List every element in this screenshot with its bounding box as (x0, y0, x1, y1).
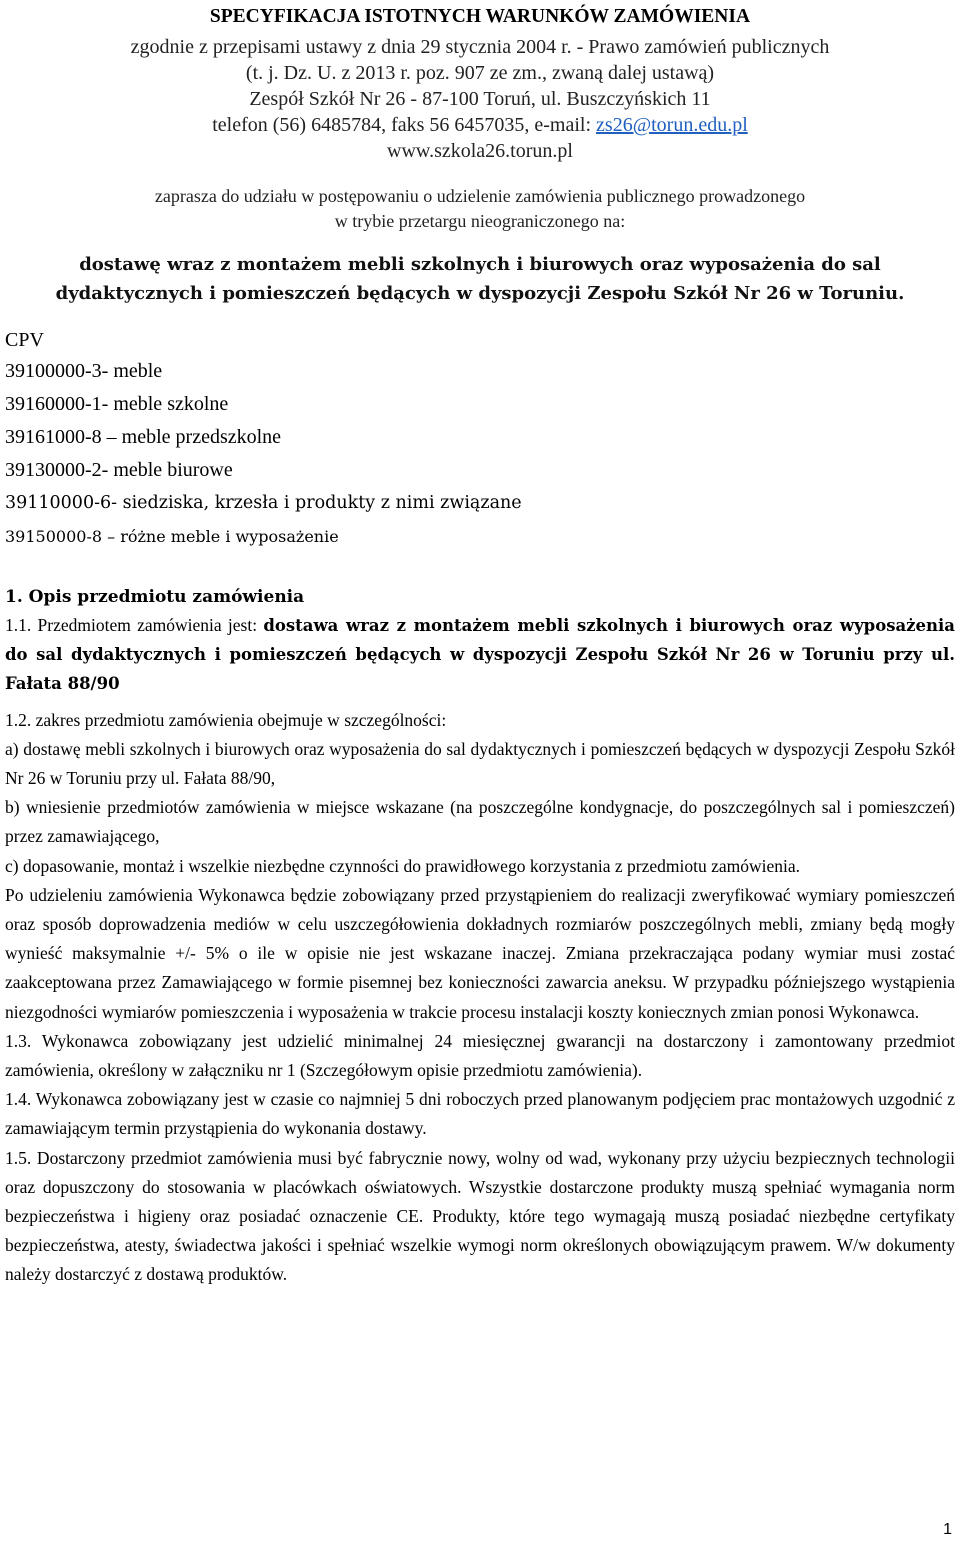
contact-prefix: telefon (56) 6485784, faks 56 6457035, e-mail: (212, 114, 597, 136)
cpv-item: 39160000-1- meble szkolne (5, 393, 229, 415)
invitation-line-1: zaprasza do udziału w postępowaniu o udzielenie zamówienia publicznego prowadzonego (154, 186, 806, 206)
subject-line-1: dostawę wraz z montażem mebli szkolnych i biurowych oraz wyposażenia do sal (79, 254, 881, 275)
website-line: www.szkola26.torun.pl (387, 140, 573, 162)
school-address-line: Zespół Szkół Nr 26 - 87-100 Toruń, ul. Buszczyńskich 11 (249, 88, 711, 110)
invitation-line-2: w trybie przetargu nieograniczonego na: (334, 211, 626, 231)
section-body (5, 611, 955, 1290)
legal-basis-line: zgodnie z przepisami ustawy z dnia 29 stycznia 2004 r. - Prawo zamówień publicznych (130, 36, 830, 58)
cpv-item: 39150000-8 – różne meble i wyposażenie (5, 527, 339, 546)
cpv-list (5, 325, 955, 553)
invitation-text (5, 184, 955, 234)
cpv-item: 39110000-6- siedziska, krzesła i produkty z nimi związane (5, 493, 522, 513)
page-number: 1 (943, 1521, 952, 1538)
paragraph-1-1-prefix: 1.1. Przedmiotem zamówienia jest: (5, 615, 264, 635)
paragraph-contractor-verification: Po udzieleniu zamówienia Wykonawca będzie zobowiązany przed przystąpieniem do realizacji zweryfikować wymiary pomieszczeń oraz sposób doprowadzenia mediów w celu uszczegółowienia dokładnych rozmiarów poszczególnych mebli, zmiany będą mogły wynieść maksymalnie +/- 5% o ile w opisie nie jest wskazane inaczej. Zmiana przekraczająca podany wymiar musi zostać zaakceptowana przez Zamawiającego w formie pisemnej bez konieczności zawarcia aneksu. W przypadku późniejszego wystąpienia niezgodności wymiarów pomieszczenia i wyposażenia w trakcie procesu instalacji koszty koniecznych zmian ponosi Wykonawca. (5, 884, 955, 1022)
paragraph-1-3: 1.3. Wykonawca zobowiązany jest udzielić minimalnej 24 miesięcznej gwarancji na dostarczony i zamontowany przedmiot zamówienia, określony w załączniku nr 1 (Szczegółowym opisie przedmiotu zamówienia). (5, 1030, 955, 1081)
email-link[interactable]: zs26@torun.edu.pl (596, 114, 748, 136)
paragraph-1-1-bold: dostawa wraz z montażem mebli szkolnych i biurowych oraz wyposażenia do sal dydaktycznych i pomieszczeń będących w dyspozycji Zespołu Szkół Nr 26 w Toruniu przy ul. Fałata 88/90 (5, 616, 955, 694)
cpv-label: CPV (5, 329, 44, 351)
paragraph-1-2-a: a) dostawę mebli szkolnych i biurowych oraz wyposażenia do sal dydaktycznych i pomieszczeń będących w dyspozycji Zespołu Szkół Nr 26 w Toruniu przy ul. Fałata 88/90, (5, 738, 955, 789)
contact-line (5, 112, 955, 138)
paragraph-1-2: 1.2. zakres przedmiotu zamówienia obejmuje w szczególności: (5, 709, 447, 730)
document-title: SPECYFIKACJA ISTOTNYCH WARUNKÓW ZAMÓWIENIA (209, 6, 751, 27)
legal-reference-line: (t. j. Dz. U. z 2013 r. poz. 907 ze zm., zwaną dalej ustawą) (245, 62, 715, 84)
cpv-item: 39130000-2- meble biurowe (5, 459, 233, 481)
cpv-item: 39100000-3- meble (5, 360, 163, 382)
procurement-subject (5, 250, 955, 308)
paragraph-1-1 (5, 611, 955, 699)
header-block (5, 34, 955, 164)
paragraph-1-2-c: c) dopasowanie, montaż i wszelkie niezbędne czynności do prawidłowego korzystania z przedmiotu zamówienia. (5, 855, 800, 876)
paragraph-1-4: 1.4. Wykonawca zobowiązany jest w czasie co najmniej 5 dni roboczych przed planowanym podjęciem prac montażowych uzgodnić z zamawiającym termin przystąpienia do wykonania dostawy. (5, 1089, 955, 1139)
paragraph-1-2-b: b) wniesienie przedmiotów zamówienia w miejsce wskazane (na poszczególne kondygnacje, do poszczególnych sal i pomieszczeń) przez zamawiającego, (5, 797, 955, 847)
subject-line-2: dydaktycznych i pomieszczeń będących w dyspozycji Zespołu Szkół Nr 26 w Toruniu. (55, 283, 905, 304)
paragraph-1-5: 1.5. Dostarczony przedmiot zamówienia musi być fabrycznie nowy, wolny od wad, wykonany przy użyciu bezpiecznych technologii oraz dopuszczony do stosowania w placówkach oświatowych. Wszystkie dostarczone produkty muszą spełniać wymagania norm bezpieczeństwa i higieny oraz posiadać oznaczenie CE. Produkty, które tego wymagają muszą posiadać niezbędne certyfikaty bezpieczeństwa, atesty, świadectwa jakości i spełniać wszelkie wymogi norm określonych obowiązującym prawem. W/w dokumenty należy dostarczyć z dostawą produktów. (5, 1147, 955, 1285)
cpv-item: 39161000-8 – meble przedszkolne (5, 426, 282, 448)
section-heading: 1. Opis przedmiotu zamówienia (5, 587, 305, 607)
